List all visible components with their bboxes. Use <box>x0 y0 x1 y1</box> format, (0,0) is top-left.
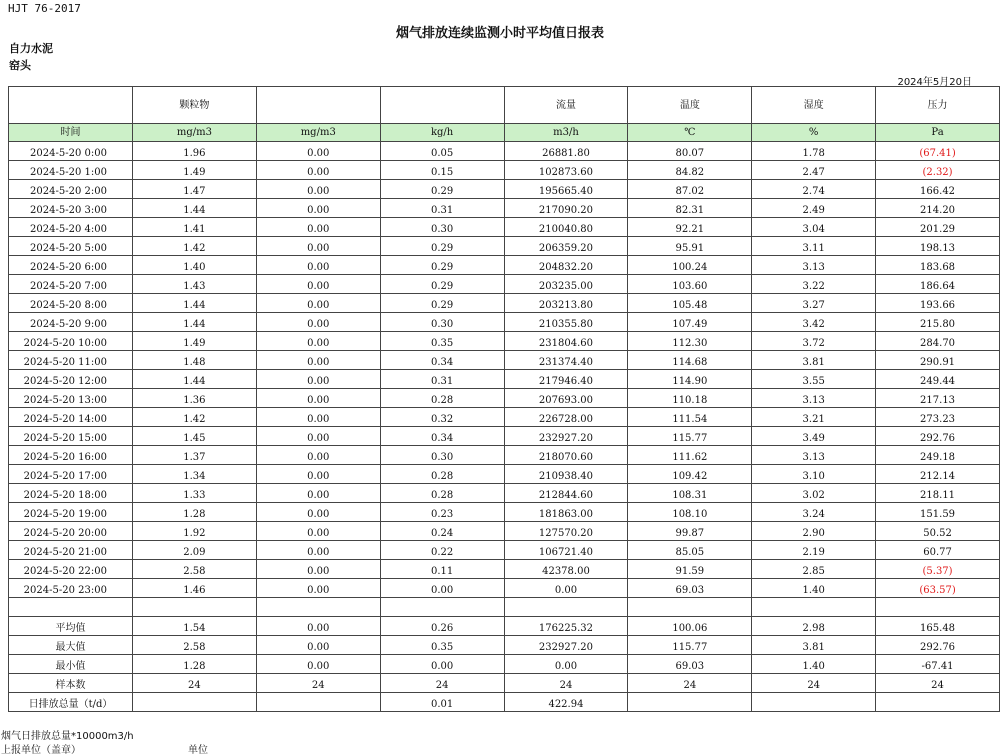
value-cell: 0.22 <box>380 541 504 560</box>
empty-cell <box>504 598 628 617</box>
table-row <box>9 180 1000 199</box>
value-cell: 0.00 <box>256 313 380 332</box>
time-cell: 2024-5-20 14:00 <box>9 408 133 427</box>
company-name: 自力水泥 <box>9 42 53 55</box>
value-cell: 0.31 <box>380 199 504 218</box>
value-cell: 0.24 <box>380 522 504 541</box>
value-cell: 0.35 <box>380 332 504 351</box>
value-cell: 193.66 <box>876 294 1000 313</box>
value-cell: 284.70 <box>876 332 1000 351</box>
value-cell: 1.33 <box>132 484 256 503</box>
summary-value: 0.00 <box>256 655 380 674</box>
value-cell: 102873.60 <box>504 161 628 180</box>
value-cell: 108.31 <box>628 484 752 503</box>
header-row <box>9 87 1000 124</box>
value-cell: 0.28 <box>380 484 504 503</box>
summary-value: 0.00 <box>256 636 380 655</box>
empty-cell <box>752 598 876 617</box>
value-cell: 80.07 <box>628 142 752 161</box>
table-row <box>9 351 1000 370</box>
table-row <box>9 446 1000 465</box>
value-cell: 0.29 <box>380 180 504 199</box>
summary-value <box>256 693 380 712</box>
value-cell: 1.49 <box>132 161 256 180</box>
value-cell: 0.00 <box>256 484 380 503</box>
value-cell: 1.28 <box>132 503 256 522</box>
value-cell: 0.29 <box>380 275 504 294</box>
value-cell: 3.24 <box>752 503 876 522</box>
summary-value: 1.54 <box>132 617 256 636</box>
value-cell: 3.42 <box>752 313 876 332</box>
value-cell: 217090.20 <box>504 199 628 218</box>
value-cell: 3.04 <box>752 218 876 237</box>
header-cell: 湿度 <box>752 87 876 124</box>
table-row <box>9 142 1000 161</box>
value-cell: 2.90 <box>752 522 876 541</box>
time-cell: 2024-5-20 17:00 <box>9 465 133 484</box>
value-cell: 0.00 <box>380 579 504 598</box>
table-row <box>9 389 1000 408</box>
value-cell: 0.30 <box>380 313 504 332</box>
monitoring-point: 窑头 <box>9 59 31 72</box>
value-cell: 206359.20 <box>504 237 628 256</box>
summary-value: 165.48 <box>876 617 1000 636</box>
time-cell: 2024-5-20 3:00 <box>9 199 133 218</box>
value-cell: 85.05 <box>628 541 752 560</box>
value-cell: 1.44 <box>132 313 256 332</box>
unit-cell: mg/m3 <box>256 124 380 142</box>
value-cell: 0.31 <box>380 370 504 389</box>
value-cell: 183.68 <box>876 256 1000 275</box>
summary-label: 最小值 <box>9 655 133 674</box>
value-cell: 198.13 <box>876 237 1000 256</box>
summary-value: 176225.32 <box>504 617 628 636</box>
summary-value: -67.41 <box>876 655 1000 674</box>
empty-cell <box>256 598 380 617</box>
summary-value: 0.00 <box>256 617 380 636</box>
value-cell: 0.34 <box>380 351 504 370</box>
value-cell: 0.05 <box>380 142 504 161</box>
value-cell: 2.49 <box>752 199 876 218</box>
time-cell: 2024-5-20 0:00 <box>9 142 133 161</box>
value-cell: 166.42 <box>876 180 1000 199</box>
value-cell: 1.49 <box>132 332 256 351</box>
value-cell: 3.27 <box>752 294 876 313</box>
value-cell: 82.31 <box>628 199 752 218</box>
table-row <box>9 370 1000 389</box>
summary-value: 0.00 <box>380 655 504 674</box>
value-cell: 1.43 <box>132 275 256 294</box>
value-cell: 0.00 <box>256 237 380 256</box>
value-cell: 110.18 <box>628 389 752 408</box>
value-cell: 3.02 <box>752 484 876 503</box>
empty-cell <box>380 598 504 617</box>
value-cell: (2.32) <box>876 161 1000 180</box>
summary-row <box>9 674 1000 693</box>
value-cell: 108.10 <box>628 503 752 522</box>
summary-value: 3.81 <box>752 636 876 655</box>
value-cell: 0.28 <box>380 389 504 408</box>
value-cell: 0.30 <box>380 446 504 465</box>
table-row <box>9 313 1000 332</box>
value-cell: 0.00 <box>256 275 380 294</box>
table-row <box>9 294 1000 313</box>
value-cell: 3.55 <box>752 370 876 389</box>
summary-value <box>876 693 1000 712</box>
blank-row <box>9 598 1000 617</box>
unit-label: 单位 <box>188 745 208 756</box>
empty-cell <box>9 598 133 617</box>
table-row <box>9 332 1000 351</box>
summary-value: 115.77 <box>628 636 752 655</box>
value-cell: 201.29 <box>876 218 1000 237</box>
value-cell: 1.42 <box>132 408 256 427</box>
value-cell: 0.00 <box>256 180 380 199</box>
value-cell: 3.49 <box>752 427 876 446</box>
value-cell: 2.47 <box>752 161 876 180</box>
value-cell: 3.13 <box>752 446 876 465</box>
value-cell: 115.77 <box>628 427 752 446</box>
table-row <box>9 484 1000 503</box>
unit-cell: % <box>752 124 876 142</box>
value-cell: 0.00 <box>256 446 380 465</box>
time-cell: 2024-5-20 1:00 <box>9 161 133 180</box>
value-cell: 3.13 <box>752 256 876 275</box>
summary-value: 24 <box>132 674 256 693</box>
summary-value <box>132 693 256 712</box>
value-cell: 91.59 <box>628 560 752 579</box>
table-row <box>9 408 1000 427</box>
value-cell: 1.44 <box>132 370 256 389</box>
header-cell: 颗粒物 <box>132 87 256 124</box>
summary-value: 100.06 <box>628 617 752 636</box>
value-cell: 1.44 <box>132 294 256 313</box>
time-cell: 2024-5-20 19:00 <box>9 503 133 522</box>
value-cell: 186.64 <box>876 275 1000 294</box>
value-cell: 210355.80 <box>504 313 628 332</box>
value-cell: 0.28 <box>380 465 504 484</box>
empty-cell <box>132 598 256 617</box>
value-cell: 214.20 <box>876 199 1000 218</box>
value-cell: 226728.00 <box>504 408 628 427</box>
value-cell: 0.00 <box>256 541 380 560</box>
value-cell: 127570.20 <box>504 522 628 541</box>
value-cell: 2.74 <box>752 180 876 199</box>
value-cell: 0.00 <box>256 218 380 237</box>
value-cell: 0.29 <box>380 237 504 256</box>
time-cell: 2024-5-20 10:00 <box>9 332 133 351</box>
value-cell: 105.48 <box>628 294 752 313</box>
time-cell: 2024-5-20 8:00 <box>9 294 133 313</box>
value-cell: 0.34 <box>380 427 504 446</box>
value-cell: 0.00 <box>256 579 380 598</box>
summary-label: 平均值 <box>9 617 133 636</box>
time-cell: 2024-5-20 6:00 <box>9 256 133 275</box>
table-row <box>9 199 1000 218</box>
summary-value: 69.03 <box>628 655 752 674</box>
time-cell: 2024-5-20 21:00 <box>9 541 133 560</box>
summary-value <box>752 693 876 712</box>
value-cell: 112.30 <box>628 332 752 351</box>
value-cell: 0.00 <box>504 579 628 598</box>
value-cell: 218070.60 <box>504 446 628 465</box>
unit-cell: 时间 <box>9 124 133 142</box>
table-row <box>9 218 1000 237</box>
standard-code: HJT 76-2017 <box>8 2 81 15</box>
value-cell: 0.32 <box>380 408 504 427</box>
summary-label: 样本数 <box>9 674 133 693</box>
value-cell: 151.59 <box>876 503 1000 522</box>
value-cell: 1.47 <box>132 180 256 199</box>
table-row <box>9 503 1000 522</box>
value-cell: 0.23 <box>380 503 504 522</box>
unit-cell: mg/m3 <box>132 124 256 142</box>
unit-cell: Pa <box>876 124 1000 142</box>
summary-row <box>9 655 1000 674</box>
header-cell: 温度 <box>628 87 752 124</box>
value-cell: 3.22 <box>752 275 876 294</box>
time-cell: 2024-5-20 16:00 <box>9 446 133 465</box>
value-cell: 0.00 <box>256 256 380 275</box>
value-cell: 1.42 <box>132 237 256 256</box>
value-cell: 0.30 <box>380 218 504 237</box>
value-cell: 0.00 <box>256 465 380 484</box>
value-cell: 0.00 <box>256 161 380 180</box>
summary-row <box>9 693 1000 712</box>
value-cell: 217946.40 <box>504 370 628 389</box>
value-cell: 0.00 <box>256 389 380 408</box>
report-unit-label: 上报单位（盖章） <box>1 745 81 756</box>
summary-value: 24 <box>752 674 876 693</box>
value-cell: 0.00 <box>256 560 380 579</box>
unit-cell: ℃ <box>628 124 752 142</box>
time-cell: 2024-5-20 18:00 <box>9 484 133 503</box>
summary-value: 0.26 <box>380 617 504 636</box>
table-row <box>9 579 1000 598</box>
value-cell: 1.96 <box>132 142 256 161</box>
header-cell: 压力 <box>876 87 1000 124</box>
value-cell: 0.00 <box>256 503 380 522</box>
value-cell: 273.23 <box>876 408 1000 427</box>
table-row <box>9 161 1000 180</box>
time-cell: 2024-5-20 20:00 <box>9 522 133 541</box>
unit-cell: kg/h <box>380 124 504 142</box>
summary-value: 24 <box>380 674 504 693</box>
value-cell: 231804.60 <box>504 332 628 351</box>
value-cell: 99.87 <box>628 522 752 541</box>
time-cell: 2024-5-20 12:00 <box>9 370 133 389</box>
value-cell: 292.76 <box>876 427 1000 446</box>
summary-value: 0.35 <box>380 636 504 655</box>
value-cell: 26881.80 <box>504 142 628 161</box>
value-cell: 210938.40 <box>504 465 628 484</box>
value-cell: 50.52 <box>876 522 1000 541</box>
table-row <box>9 560 1000 579</box>
time-cell: 2024-5-20 11:00 <box>9 351 133 370</box>
value-cell: 0.11 <box>380 560 504 579</box>
value-cell: 212844.60 <box>504 484 628 503</box>
value-cell: (5.37) <box>876 560 1000 579</box>
value-cell: 2.85 <box>752 560 876 579</box>
summary-value: 24 <box>876 674 1000 693</box>
value-cell: 1.92 <box>132 522 256 541</box>
header-cell <box>380 87 504 124</box>
value-cell: 212.14 <box>876 465 1000 484</box>
empty-cell <box>876 598 1000 617</box>
value-cell: 1.37 <box>132 446 256 465</box>
value-cell: 215.80 <box>876 313 1000 332</box>
value-cell: 92.21 <box>628 218 752 237</box>
header-cell <box>256 87 380 124</box>
summary-value: 2.98 <box>752 617 876 636</box>
value-cell: 0.00 <box>256 351 380 370</box>
time-cell: 2024-5-20 4:00 <box>9 218 133 237</box>
value-cell: 2.19 <box>752 541 876 560</box>
value-cell: 114.90 <box>628 370 752 389</box>
time-cell: 2024-5-20 23:00 <box>9 579 133 598</box>
value-cell: 207693.00 <box>504 389 628 408</box>
value-cell: 3.72 <box>752 332 876 351</box>
value-cell: 2.09 <box>132 541 256 560</box>
value-cell: 217.13 <box>876 389 1000 408</box>
summary-value: 24 <box>628 674 752 693</box>
table-row <box>9 541 1000 560</box>
value-cell: 249.18 <box>876 446 1000 465</box>
value-cell: 1.34 <box>132 465 256 484</box>
value-cell: 3.13 <box>752 389 876 408</box>
value-cell: 42378.00 <box>504 560 628 579</box>
time-cell: 2024-5-20 22:00 <box>9 560 133 579</box>
time-cell: 2024-5-20 13:00 <box>9 389 133 408</box>
summary-row <box>9 617 1000 636</box>
summary-label: 最大值 <box>9 636 133 655</box>
value-cell: 0.00 <box>256 199 380 218</box>
value-cell: 0.00 <box>256 370 380 389</box>
value-cell: 195665.40 <box>504 180 628 199</box>
value-cell: 103.60 <box>628 275 752 294</box>
value-cell: 107.49 <box>628 313 752 332</box>
value-cell: 1.40 <box>132 256 256 275</box>
emission-note: 烟气日排放总量*10000m3/h <box>1 731 134 742</box>
empty-cell <box>628 598 752 617</box>
value-cell: 0.00 <box>256 294 380 313</box>
summary-value: 0.01 <box>380 693 504 712</box>
value-cell: 3.21 <box>752 408 876 427</box>
table-row <box>9 427 1000 446</box>
table-row <box>9 256 1000 275</box>
summary-label: 日排放总量（t/d） <box>9 693 133 712</box>
summary-value: 2.58 <box>132 636 256 655</box>
value-cell: 3.11 <box>752 237 876 256</box>
value-cell: 0.00 <box>256 427 380 446</box>
summary-value: 24 <box>256 674 380 693</box>
value-cell: (67.41) <box>876 142 1000 161</box>
value-cell: 100.24 <box>628 256 752 275</box>
value-cell: 95.91 <box>628 237 752 256</box>
summary-value <box>628 693 752 712</box>
value-cell: 249.44 <box>876 370 1000 389</box>
table-row <box>9 465 1000 484</box>
value-cell: 1.46 <box>132 579 256 598</box>
value-cell: 232927.20 <box>504 427 628 446</box>
report-table <box>8 86 1000 712</box>
table-row <box>9 522 1000 541</box>
summary-value: 292.76 <box>876 636 1000 655</box>
report-date: 2024年5月20日 <box>897 77 972 88</box>
value-cell: 1.36 <box>132 389 256 408</box>
value-cell: 204832.20 <box>504 256 628 275</box>
value-cell: 1.44 <box>132 199 256 218</box>
summary-value: 422.94 <box>504 693 628 712</box>
time-cell: 2024-5-20 2:00 <box>9 180 133 199</box>
summary-value: 1.40 <box>752 655 876 674</box>
summary-value: 0.00 <box>504 655 628 674</box>
report-title: 烟气排放连续监测小时平均值日报表 <box>395 26 604 41</box>
time-cell: 2024-5-20 5:00 <box>9 237 133 256</box>
summary-value: 1.28 <box>132 655 256 674</box>
value-cell: 1.45 <box>132 427 256 446</box>
value-cell: 111.62 <box>628 446 752 465</box>
value-cell: 87.02 <box>628 180 752 199</box>
summary-value: 24 <box>504 674 628 693</box>
value-cell: 0.00 <box>256 142 380 161</box>
value-cell: 0.15 <box>380 161 504 180</box>
value-cell: 1.48 <box>132 351 256 370</box>
value-cell: 1.78 <box>752 142 876 161</box>
value-cell: 106721.40 <box>504 541 628 560</box>
value-cell: 84.82 <box>628 161 752 180</box>
value-cell: 0.00 <box>256 332 380 351</box>
value-cell: 114.68 <box>628 351 752 370</box>
value-cell: (63.57) <box>876 579 1000 598</box>
unit-cell: m3/h <box>504 124 628 142</box>
value-cell: 111.54 <box>628 408 752 427</box>
time-cell: 2024-5-20 7:00 <box>9 275 133 294</box>
value-cell: 210040.80 <box>504 218 628 237</box>
value-cell: 218.11 <box>876 484 1000 503</box>
value-cell: 203213.80 <box>504 294 628 313</box>
value-cell: 3.10 <box>752 465 876 484</box>
value-cell: 1.40 <box>752 579 876 598</box>
value-cell: 203235.00 <box>504 275 628 294</box>
time-cell: 2024-5-20 15:00 <box>9 427 133 446</box>
table-row <box>9 237 1000 256</box>
value-cell: 2.58 <box>132 560 256 579</box>
value-cell: 3.81 <box>752 351 876 370</box>
value-cell: 0.00 <box>256 408 380 427</box>
header-cell <box>9 87 133 124</box>
table-row <box>9 275 1000 294</box>
time-cell: 2024-5-20 9:00 <box>9 313 133 332</box>
units-row <box>9 124 1000 142</box>
summary-row <box>9 636 1000 655</box>
value-cell: 60.77 <box>876 541 1000 560</box>
value-cell: 290.91 <box>876 351 1000 370</box>
value-cell: 1.41 <box>132 218 256 237</box>
header-cell: 流量 <box>504 87 628 124</box>
value-cell: 0.00 <box>256 522 380 541</box>
value-cell: 109.42 <box>628 465 752 484</box>
value-cell: 0.29 <box>380 256 504 275</box>
summary-value: 232927.20 <box>504 636 628 655</box>
value-cell: 181863.00 <box>504 503 628 522</box>
value-cell: 69.03 <box>628 579 752 598</box>
value-cell: 231374.40 <box>504 351 628 370</box>
value-cell: 0.29 <box>380 294 504 313</box>
